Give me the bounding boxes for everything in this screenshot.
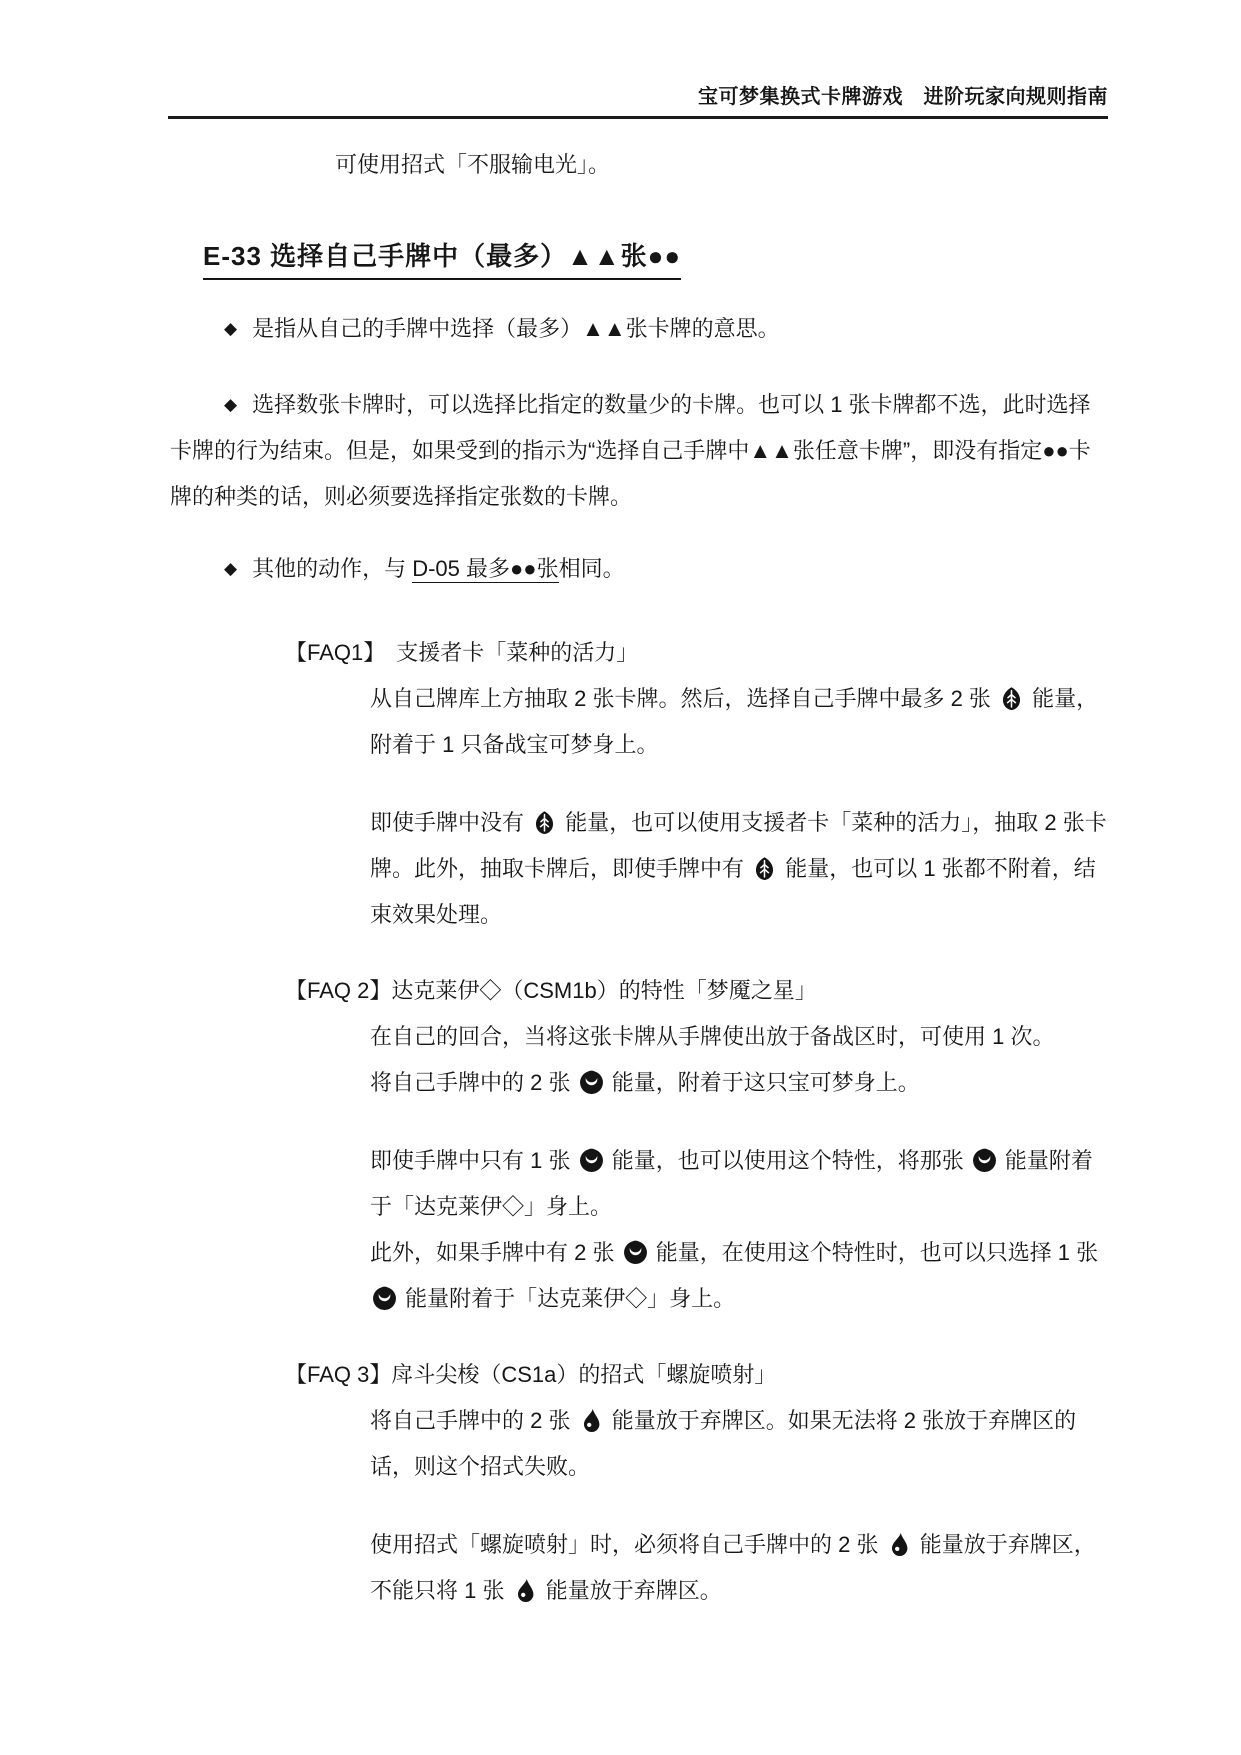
page-header: 宝可梦集换式卡牌游戏 进阶玩家向规则指南 (698, 86, 1108, 108)
darkness-energy-icon (623, 1240, 648, 1265)
faq-3-label: 【FAQ 3】 (285, 1362, 392, 1387)
faq-2-block-1 (370, 1014, 1107, 1106)
darkness-energy-icon (579, 1148, 604, 1173)
faq-3-section (170, 1352, 1108, 1614)
page-content (170, 132, 1108, 1614)
faq-2-label: 【FAQ 2】 (285, 978, 392, 1003)
bullet-text: 其他的动作，与 D-05 最多●●张相同。 (252, 556, 625, 581)
faq-paragraph: 将自己手牌中的 2 张 能量，附着于这只宝可梦身上。 (370, 1070, 920, 1095)
diamond-bullet-icon: ◆ (224, 319, 238, 338)
bullet-item (170, 546, 1108, 592)
darkness-energy-icon (972, 1148, 997, 1173)
faq-paragraph: 即使手牌中只有 1 张 能量，也可以使用这个特性，将那张 能量附着于「达克莱伊◇」身上。 (370, 1148, 1093, 1219)
faq-paragraph: 从自己牌库上方抽取 2 张卡牌。然后，选择自己手牌中最多 2 张 能量，附着于 1 只备战宝可梦身上。 (370, 686, 1099, 757)
bullet-text: 选择数张卡牌时，可以选择比指定的数量少的卡牌。也可以 1 张卡牌都不选，此时选择卡牌的行为结束。但是，如果受到的指示为“选择自己手牌中▲▲张任意卡牌”，即没有指定●●卡牌的种类的话，则必须要选择指定张数的卡牌。 (170, 392, 1091, 509)
faq-3-title: 戽斗尖梭（CS1a）的招式「螺旋喷射」 (391, 1362, 777, 1387)
grass-energy-icon (752, 856, 777, 881)
faq-3-body (370, 1398, 1107, 1614)
faq-1-block-1 (370, 676, 1107, 768)
faq-2-heading (285, 968, 1108, 1014)
diamond-bullet-icon: ◆ (224, 559, 238, 578)
faq-3-heading (285, 1352, 1108, 1398)
faq-paragraph: 在自己的回合，当将这张卡牌从手牌使出放于备战区时，可使用 1 次。 (370, 1024, 1055, 1049)
darkness-energy-icon (579, 1070, 604, 1095)
faq-2-section (170, 968, 1108, 1322)
faq-3-block-1 (370, 1398, 1107, 1490)
bullet-item (170, 306, 1108, 352)
faq-1-heading (285, 630, 1108, 676)
faq-1-title: 支援者卡「菜种的活力」 (396, 640, 639, 665)
faq-paragraph: 即使手牌中没有 能量，也可以使用支援者卡「菜种的活力」，抽取 2 张卡牌。此外，抽取卡牌后，即使手牌中有 能量，也可以 1 张都不附着，结束效果处理。 (370, 810, 1107, 927)
faq-1-body (370, 676, 1107, 938)
water-energy-icon (513, 1578, 538, 1603)
darkness-energy-icon (372, 1286, 397, 1311)
section-heading (203, 238, 1108, 280)
water-energy-icon (887, 1532, 912, 1557)
faq-1-block-2 (370, 800, 1107, 938)
faq-2-block-2 (370, 1138, 1107, 1322)
faq-paragraph: 此外，如果手牌中有 2 张 能量，在使用这个特性时，也可以只选择 1 张 能量附着于「达克莱伊◇」身上。 (370, 1240, 1099, 1311)
faq-1-label: 【FAQ1】 (285, 640, 397, 665)
diamond-bullet-icon: ◆ (224, 395, 238, 414)
grass-energy-icon (532, 810, 557, 835)
bullet-text: 是指从自己的手牌中选择（最多）▲▲张卡牌的意思。 (252, 316, 780, 341)
faq-3-block-2 (370, 1522, 1107, 1614)
bullet-item (170, 382, 1108, 520)
faq-2-title: 达克莱伊◇（CSM1b）的特性「梦魇之星」 (391, 978, 817, 1003)
faq-2-body (370, 1014, 1107, 1322)
faq-paragraph: 使用招式「螺旋喷射」时，必须将自己手牌中的 2 张 能量放于弃牌区，不能只将 1 张 能量放于弃牌区。 (370, 1532, 1096, 1603)
header-rule (168, 116, 1108, 119)
water-energy-icon (579, 1408, 604, 1433)
faq-1-section (170, 630, 1108, 938)
faq-paragraph: 将自己手牌中的 2 张 能量放于弃牌区。如果无法将 2 张放于弃牌区的话，则这个招式失败。 (370, 1408, 1077, 1479)
section-title: E-33 选择自己手牌中（最多）▲▲张●● (203, 238, 681, 280)
grass-energy-icon (999, 686, 1024, 711)
intro-line: 可使用招式「不服输电光」。 (335, 152, 611, 177)
